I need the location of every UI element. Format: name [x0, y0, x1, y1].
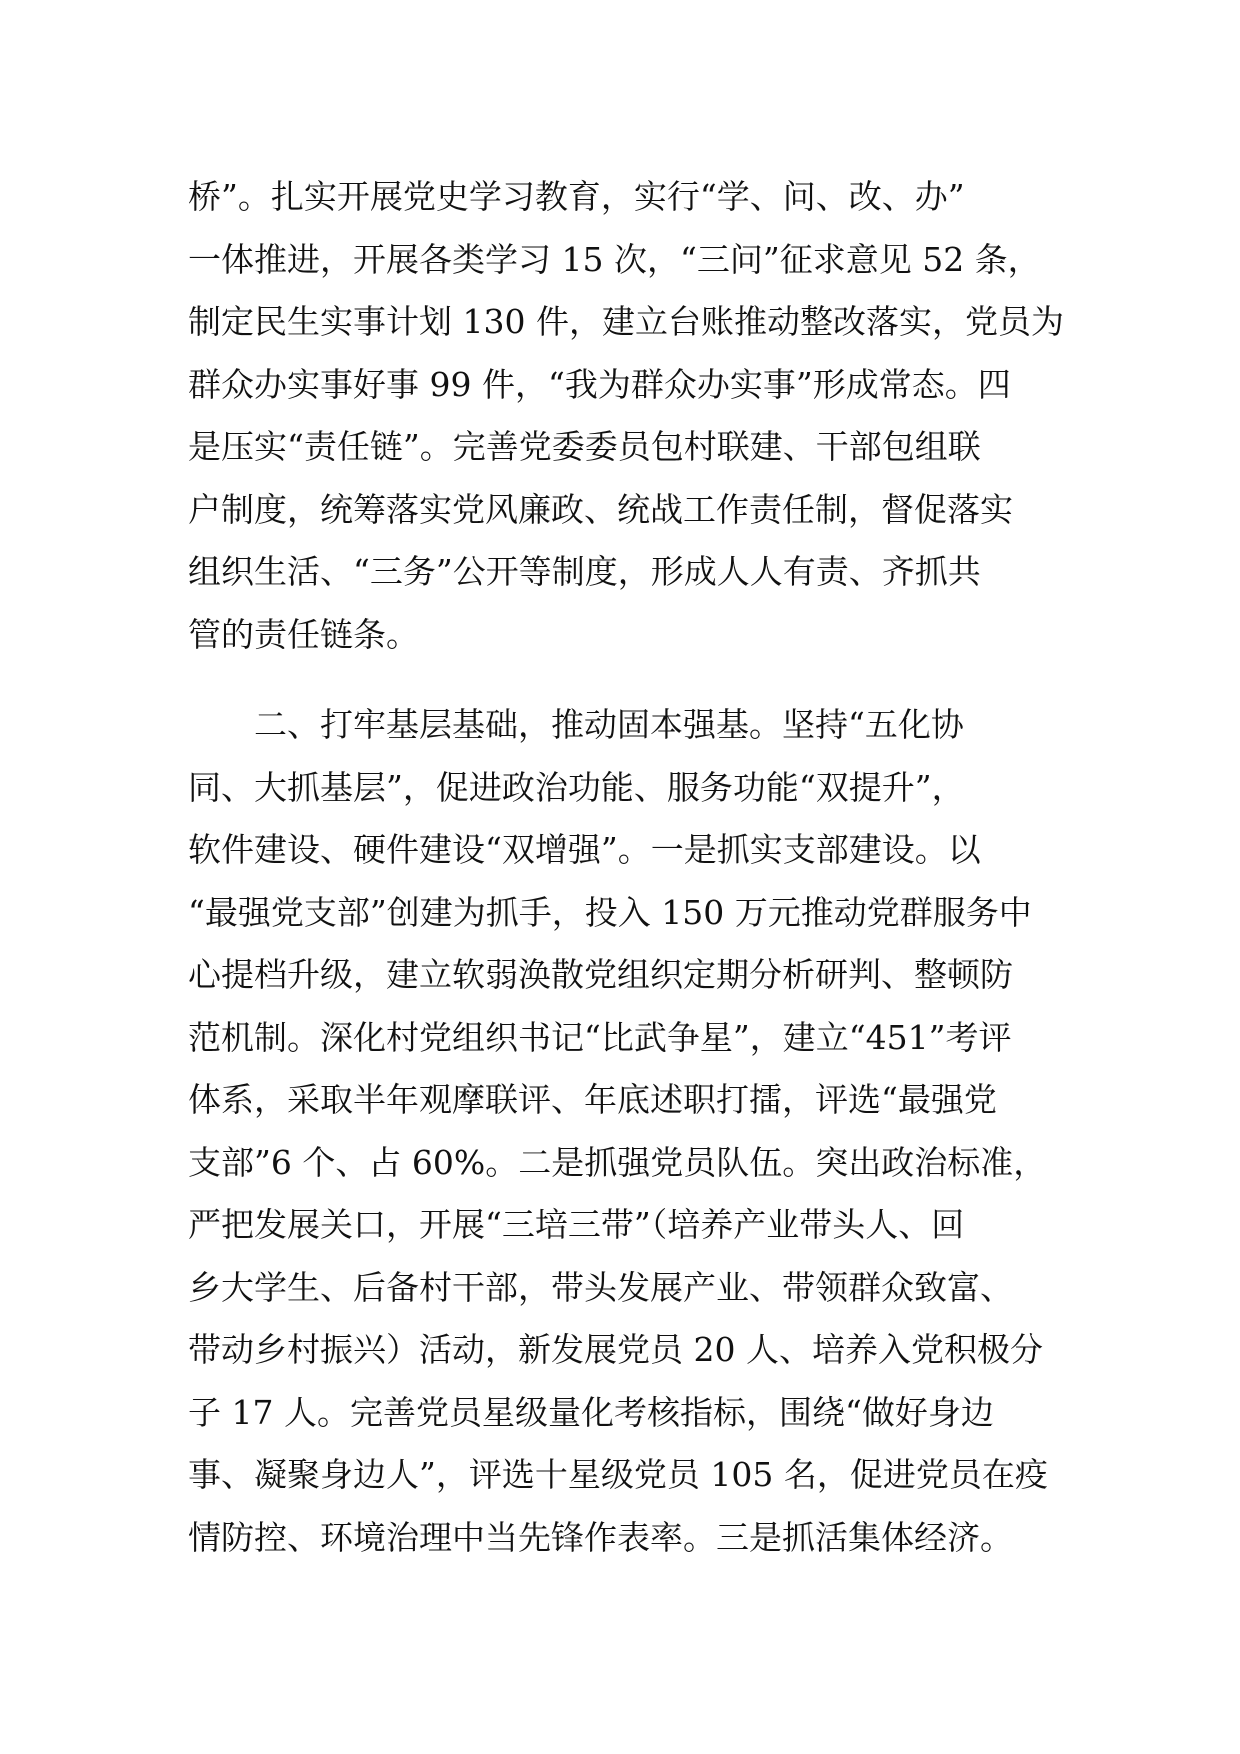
text-line: 心提档升级，建立软弱涣散党组织定期分析研判、整顿防	[188, 955, 1013, 994]
text-line: 桥”。扎实开展党史学习教育，实行“学、问、改、办”	[188, 177, 965, 216]
text-line: “最强党支部”创建为抓手，投入 150 万元推动党群服务中	[188, 892, 1032, 932]
text-line: 户制度，统筹落实党风廉政、统战工作责任制，督促落实	[188, 489, 1013, 529]
text-line: 同、大抓基层”，促进政治功能、服务功能“双提升”，	[188, 767, 965, 807]
text-line: 情防控、环境治理中当先锋作表率。三是抓活集体经济。	[188, 1517, 1013, 1557]
text-line: 组织生活、“三务”公开等制度，形成人人有责、齐抓共	[188, 552, 981, 591]
text-line: 体系，采取半年观摩联评、年底述职打擂，评选“最强党	[188, 1080, 997, 1119]
paragraph-section-two	[188, 694, 1068, 1569]
text-line: 是压实“责任链”。完善党委委员包村联建、干部包组联	[188, 427, 981, 466]
text-line: 管的责任链条。	[188, 614, 419, 654]
text-line: 一体推进，开展各类学习 15 次，“三问”征求意见 52 条，	[188, 239, 1041, 279]
paragraph-continuation	[188, 166, 1068, 666]
text-line: 事、凝聚身边人”，评选十星级党员 105 名，促进党员在疫	[188, 1455, 1048, 1494]
text-line: 软件建设、硬件建设“双增强”。一是抓实支部建设。以	[188, 830, 981, 869]
text-line: 制定民生实事计划 130 件，建立台账推动整改落实，党员为	[188, 302, 1064, 341]
text-line: 支部”6 个、占 60%。二是抓强党员队伍。突出政治标准，	[188, 1142, 1047, 1182]
text-line: 带动乡村振兴）活动，新发展党员 20 人、培养入党积极分	[188, 1330, 1043, 1369]
text-line: 严把发展关口，开展“三培三带”（培养产业带头人、回	[188, 1205, 965, 1244]
text-line: 群众办实事好事 99 件，“我为群众办实事”形成常态。四	[188, 364, 1011, 404]
text-line: 子 17 人。完善党员星级量化考核指标，围绕“做好身边	[188, 1392, 994, 1432]
text-line: 乡大学生、后备村干部，带头发展产业、带领群众致富、	[188, 1267, 1013, 1307]
section-heading-line: 二、打牢基层基础，推动固本强基。坚持“五化协	[254, 705, 964, 744]
text-line: 范机制。深化村党组织书记“比武争星”，建立“451”考评	[188, 1017, 1012, 1057]
